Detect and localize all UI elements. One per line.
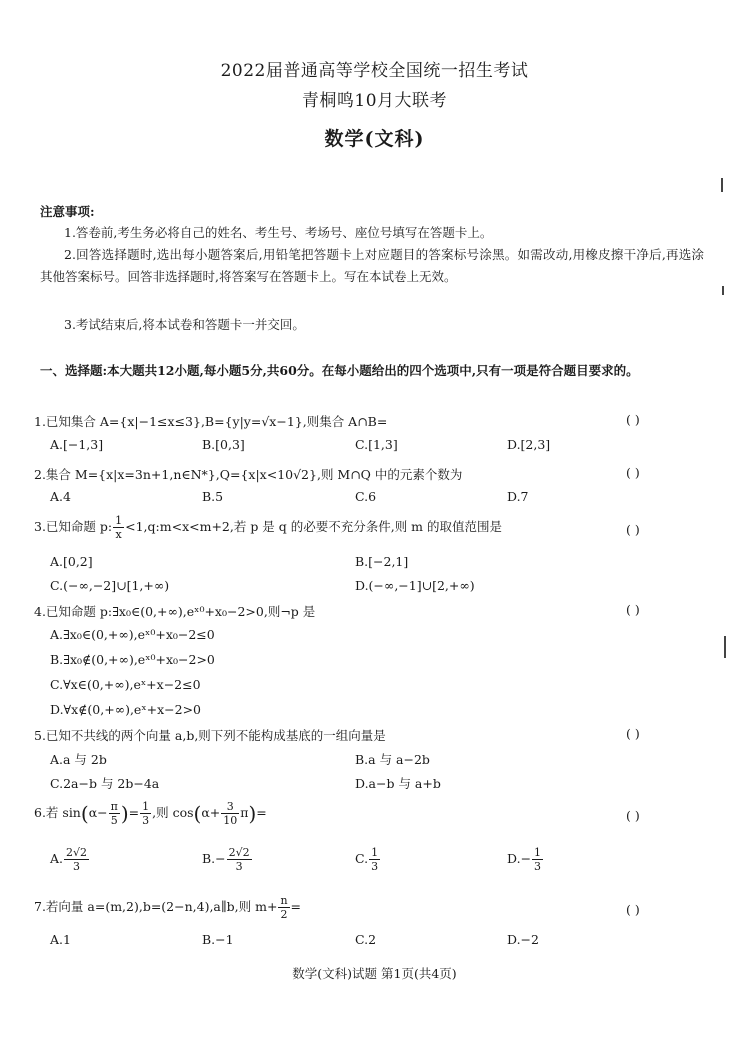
q7-option-a: A.1 [50, 932, 71, 947]
q6-fraction-3-10 [221, 800, 239, 827]
q3-fraction [113, 514, 124, 541]
q6-option-d-fraction [532, 846, 543, 873]
subject-title: 数学(文科) [324, 128, 425, 150]
q6-option-b-sign: − [215, 851, 226, 866]
q5-option-a: A.a 与 2b [50, 752, 107, 767]
question-3-stem [34, 514, 664, 541]
q3-fraction-numerator: 1 [115, 514, 123, 527]
question-1-stem: 1.已知集合 A={x|−1≤x≤3},B={y|y=√x−1},则集合 A∩B= [34, 414, 388, 429]
q3-option-d: D.(−∞,−1]∪[2,+∞) [355, 578, 475, 593]
question-6-stem [34, 800, 664, 827]
q7-option-c: C.2 [355, 932, 377, 947]
q6-f2-denominator: 3 [142, 814, 150, 827]
scan-edge-mark [722, 286, 724, 295]
q6-arg-1: α− [88, 805, 108, 820]
exam-title: 2022届普通高等学校全国统一招生考试 [220, 61, 529, 81]
q1-option-a: A.[−1,3] [50, 437, 104, 452]
scan-edge-mark [721, 178, 723, 192]
q3-option-c: C.(−∞,−2]∪[1,+∞) [50, 578, 170, 593]
question-2-stem: 2.集合 M={x|x=3n+1,n∈N*},Q={x|x<10√2},则 M∩Q 中的元素个数为 [34, 467, 463, 482]
q6-arg-2: α+ [201, 805, 221, 820]
q6-stem-suffix: = [256, 805, 267, 820]
answer-blank-4: ( ) [626, 602, 640, 617]
q6-left-paren-1: ( [80, 801, 89, 826]
q6-option-b-fraction [227, 846, 252, 873]
q6-option-c [355, 846, 381, 873]
q4-option-a: A.∃x₀∈(0,+∞),eˣ⁰+x₀−2≤0 [50, 627, 215, 642]
q4-option-d: D.∀x∉(0,+∞),eˣ+x−2>0 [50, 702, 202, 717]
q6-f1-denominator: 5 [110, 814, 118, 827]
q6-option-d-den: 3 [534, 860, 542, 873]
q6-right-paren-2: ) [248, 801, 257, 826]
q6-f3-numerator: 3 [221, 800, 239, 814]
q3-option-b: B.[−2,1] [355, 554, 409, 569]
answer-blank-3: ( ) [626, 522, 640, 537]
question-4-stem: 4.已知命题 p:∃x₀∈(0,+∞),eˣ⁰+x₀−2>0,则¬p 是 [34, 604, 316, 619]
q6-option-d-sign: − [520, 851, 532, 866]
q5-option-b: B.a 与 a−2b [355, 752, 430, 767]
q2-option-c: C.6 [355, 489, 377, 504]
q6-stem-mid: ,则 cos [152, 805, 194, 820]
q5-option-c: C.2a−b 与 2b−4a [50, 776, 160, 791]
q6-option-c-num: 1 [371, 846, 379, 859]
q6-option-d-label: D. [507, 851, 521, 866]
q1-option-d: D.[2,3] [507, 437, 551, 452]
scan-edge-mark [724, 636, 726, 658]
q7-fraction-numerator: n [280, 894, 288, 907]
q2-option-b: B.5 [202, 489, 224, 504]
q6-f2-numerator: 1 [142, 800, 150, 813]
q6-fraction-pi-5 [109, 800, 120, 827]
q4-option-c: C.∀x∈(0,+∞),eˣ+x−2≤0 [50, 677, 201, 692]
q4-option-b: B.∃x₀∉(0,+∞),eˣ⁰+x₀−2>0 [50, 652, 215, 667]
q7-fraction-denominator: 2 [280, 908, 288, 921]
q3-stem-suffix: <1,q:m<x<m+2,若 p 是 q 的必要不充分条件,则 m 的取值范围是 [125, 519, 503, 534]
answer-blank-2: ( ) [626, 465, 640, 480]
q6-option-c-den: 3 [371, 860, 379, 873]
q6-option-d-num: 1 [534, 846, 542, 859]
q1-option-b: B.[0,3] [202, 437, 245, 452]
q6-option-b-den: 3 [235, 860, 243, 873]
q6-fraction-1-3 [140, 800, 151, 827]
q6-option-a [50, 846, 90, 873]
q6-option-a-num: 2√2 [66, 846, 88, 859]
notes-heading: 注意事项: [40, 204, 95, 219]
q5-option-d: D.a−b 与 a+b [355, 776, 441, 791]
page-footer: 数学(文科)试题 第1页(共4页) [292, 966, 457, 981]
q6-option-b-num: 2√2 [228, 846, 250, 859]
answer-blank-5: ( ) [626, 726, 640, 741]
q3-option-a: A.[0,2] [50, 554, 93, 569]
section-heading: 一、选择题:本大题共12小题,每小题5分,共60分。在每小题给出的四个选项中,只有一项是符合题目要求的。 [40, 363, 639, 378]
exam-subtitle: 青桐鸣10月大联考 [301, 91, 448, 111]
q2-option-d: D.7 [507, 489, 529, 504]
q6-option-c-fraction [369, 846, 380, 873]
note-item-2: 2.回答选择题时,选出每小题答案后,用铅笔把答题卡上对应题目的答案标号涂黑。如需改动,用橡皮擦干净后,再选涂其他答案标号。回答非选择题时,将答案写在答题卡上。写在本试卷上无效。 [40, 247, 704, 284]
question-7-stem [34, 894, 664, 921]
q1-option-c: C.[1,3] [355, 437, 398, 452]
q6-option-b-label: B. [202, 851, 216, 866]
q3-fraction-denominator: x [115, 528, 122, 541]
q7-option-d: D.−2 [507, 932, 539, 947]
q6-option-d [507, 846, 544, 873]
answer-blank-1: ( ) [626, 412, 640, 427]
q7-option-b: B.−1 [202, 932, 234, 947]
q6-right-paren-1: ) [120, 801, 129, 826]
q6-option-c-label: C. [355, 851, 369, 866]
note-item-1: 1.答卷前,考生务必将自己的姓名、考生号、考场号、座位号填写在答题卡上。 [64, 225, 493, 240]
note-item-3: 3.考试结束后,将本试卷和答题卡一并交回。 [64, 317, 305, 332]
q6-pi: π [240, 805, 249, 820]
q6-stem-prefix: 6.若 sin [34, 805, 81, 820]
question-5-stem: 5.已知不共线的两个向量 a,b,则下列不能构成基底的一组向量是 [34, 728, 386, 743]
q3-stem-prefix: 3.已知命题 p: [34, 519, 113, 534]
q6-f3-denominator: 10 [223, 814, 238, 827]
q7-fraction [278, 894, 289, 921]
q6-f1-numerator: π [110, 800, 118, 813]
q6-option-a-den: 3 [73, 860, 81, 873]
q7-stem-suffix: = [290, 899, 302, 914]
q6-option-a-label: A. [50, 851, 64, 866]
answer-blank-6: ( ) [626, 808, 640, 823]
q6-left-paren-2: ( [193, 801, 202, 826]
q7-stem-prefix: 7.若向量 a=(m,2),b=(2−n,4),a∥b,则 m+ [34, 899, 278, 914]
q6-equals: = [128, 805, 140, 820]
answer-blank-7: ( ) [626, 902, 640, 917]
q6-option-b [202, 846, 253, 873]
q6-option-a-fraction [64, 846, 89, 873]
q2-option-a: A.4 [50, 489, 71, 504]
